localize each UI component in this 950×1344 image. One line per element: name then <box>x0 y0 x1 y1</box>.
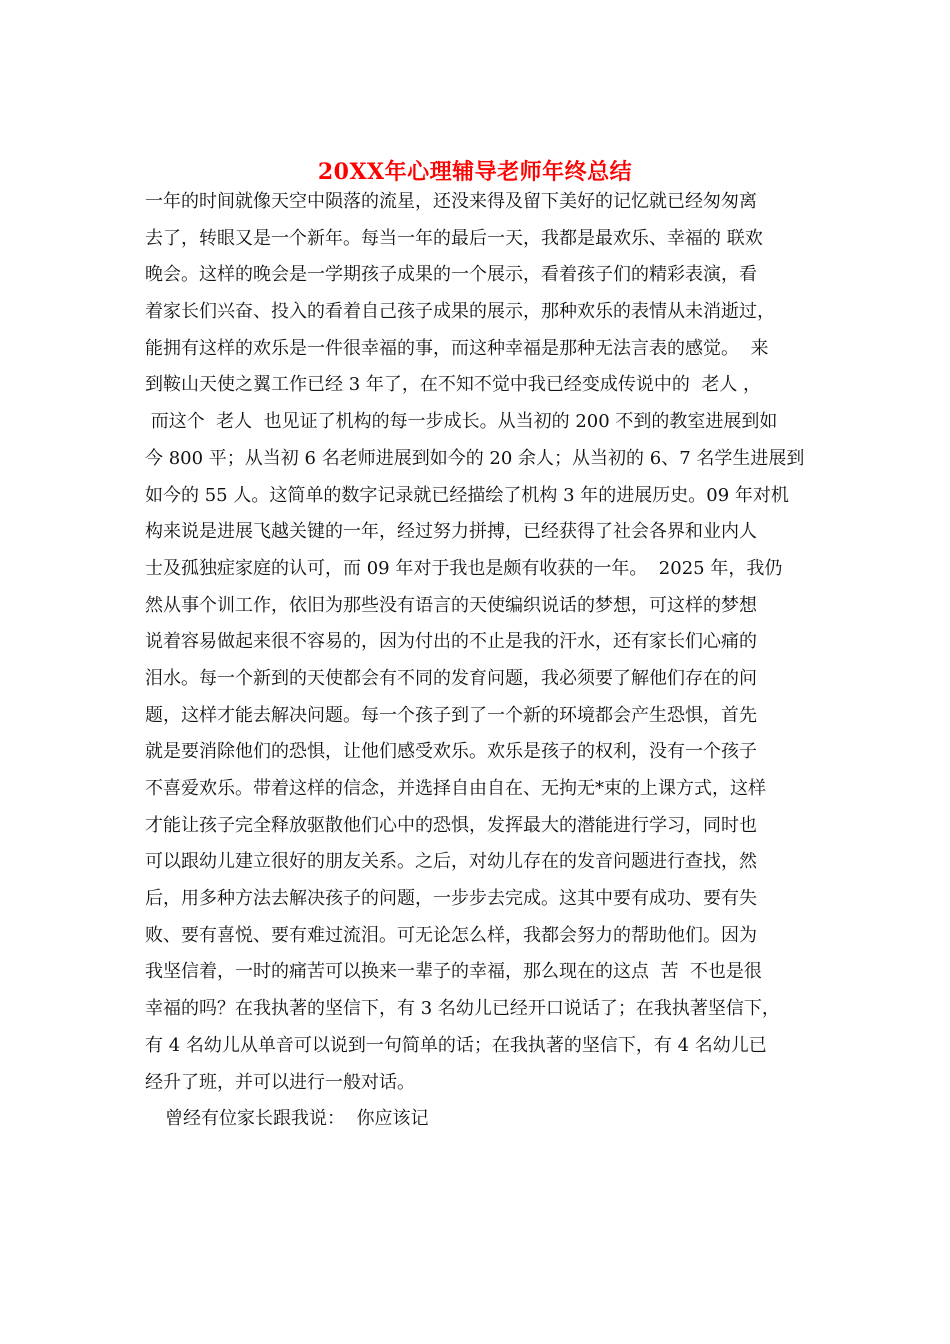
body-line: 可以跟幼儿建立很好的朋友关系。之后，对幼儿存在的发音问题进行查找，然 <box>145 851 757 873</box>
body-line: 着家长们兴奋、投入的看着自己孩子成果的展示，那种欢乐的表情从未消逝过， <box>145 301 775 323</box>
document-body <box>145 184 810 1138</box>
paragraph-start-line: 曾经有位家长跟我说： 你应该记 <box>165 1108 429 1130</box>
body-line: 一年的时间就像天空中陨落的流星，还没来得及留下美好的记忆就已经匆匆离 <box>145 191 757 212</box>
body-line: 能拥有这样的欢乐是一件很幸福的事，而这种幸福是那种无法言表的感觉。 来 <box>145 337 769 359</box>
body-line: 我坚信着，一时的痛苦可以换来一辈子的幸福，那么现在的这点 苦 不也是很 <box>145 961 762 983</box>
body-line: 才能让孩子完全释放驱散他们心中的恐惧，发挥最大的潜能进行学习，同时也 <box>145 814 757 836</box>
body-line: 而这个 老人 也见证了机构的每一步成长。从当初的 200 不到的教室进展到如 <box>145 411 778 433</box>
body-line: 说着容易做起来很不容易的，因为付出的不止是我的汗水，还有家长们心痛的 <box>145 631 757 653</box>
body-line: 有 4 名幼儿从单音可以说到一句简单的话；在我执著的坚信下，有 4 名幼儿已 <box>145 1034 767 1056</box>
body-line: 经升了班，并可以进行一般对话。 <box>145 1071 415 1093</box>
body-line: 幸福的吗？在我执著的坚信下，有 3 名幼儿已经开口说话了；在我执著坚信下， <box>145 998 780 1020</box>
body-line: 题，这样才能去解决问题。每一个孩子到了一个新的环境都会产生恐惧，首先 <box>145 704 757 726</box>
document-title: 20XX年心理辅导老师年终总结 <box>317 159 633 185</box>
body-line: 晚会。这样的晚会是一学期孩子成果的一个展示，看着孩子们的精彩表演，看 <box>145 264 757 286</box>
body-line: 败、要有喜悦、要有难过流泪。可无论怎么样，我都会努力的帮助他们。因为 <box>145 924 757 946</box>
body-line: 不喜爱欢乐。带着这样的信念，并选择自由自在、无拘无*束的上课方式，这样 <box>145 778 766 799</box>
body-line: 士及孤独症家庭的认可，而 09 年对于我也是颇有收获的一年。 2025 年，我仍 <box>145 557 783 579</box>
body-line: 泪水。每一个新到的天使都会有不同的发育问题，我必须要了解他们存在的问 <box>145 667 757 689</box>
body-line: 就是要消除他们的恐惧，让他们感受欢乐。欢乐是孩子的权利，没有一个孩子 <box>145 741 757 763</box>
body-line: 今 800 平；从当初 6 名老师进展到如今的 20 余人；从当初的 6、7 名学生进展到 <box>145 447 805 469</box>
body-line: 构来说是进展飞越关键的一年，经过努力拼搏，已经获得了社会各界和业内人 <box>145 521 757 543</box>
body-line: 如今的 55 人。这简单的数字记录就已经描绘了机构 3 年的进展历史。09 年对机 <box>145 484 789 506</box>
body-line: 去了，转眼又是一个新年。每当一年的最后一天，我都是最欢乐、幸福的 联欢 <box>145 227 763 249</box>
body-line: 到鞍山天使之翼工作已经 3 年了，在不知不觉中我已经变成传说中的 老人 ， <box>145 374 762 396</box>
body-line: 然从事个训工作，依旧为那些没有语言的天使编织说话的梦想，可这样的梦想 <box>145 594 757 616</box>
body-line: 后，用多种方法去解决孩子的问题，一步步去完成。这其中要有成功、要有失 <box>145 888 757 910</box>
